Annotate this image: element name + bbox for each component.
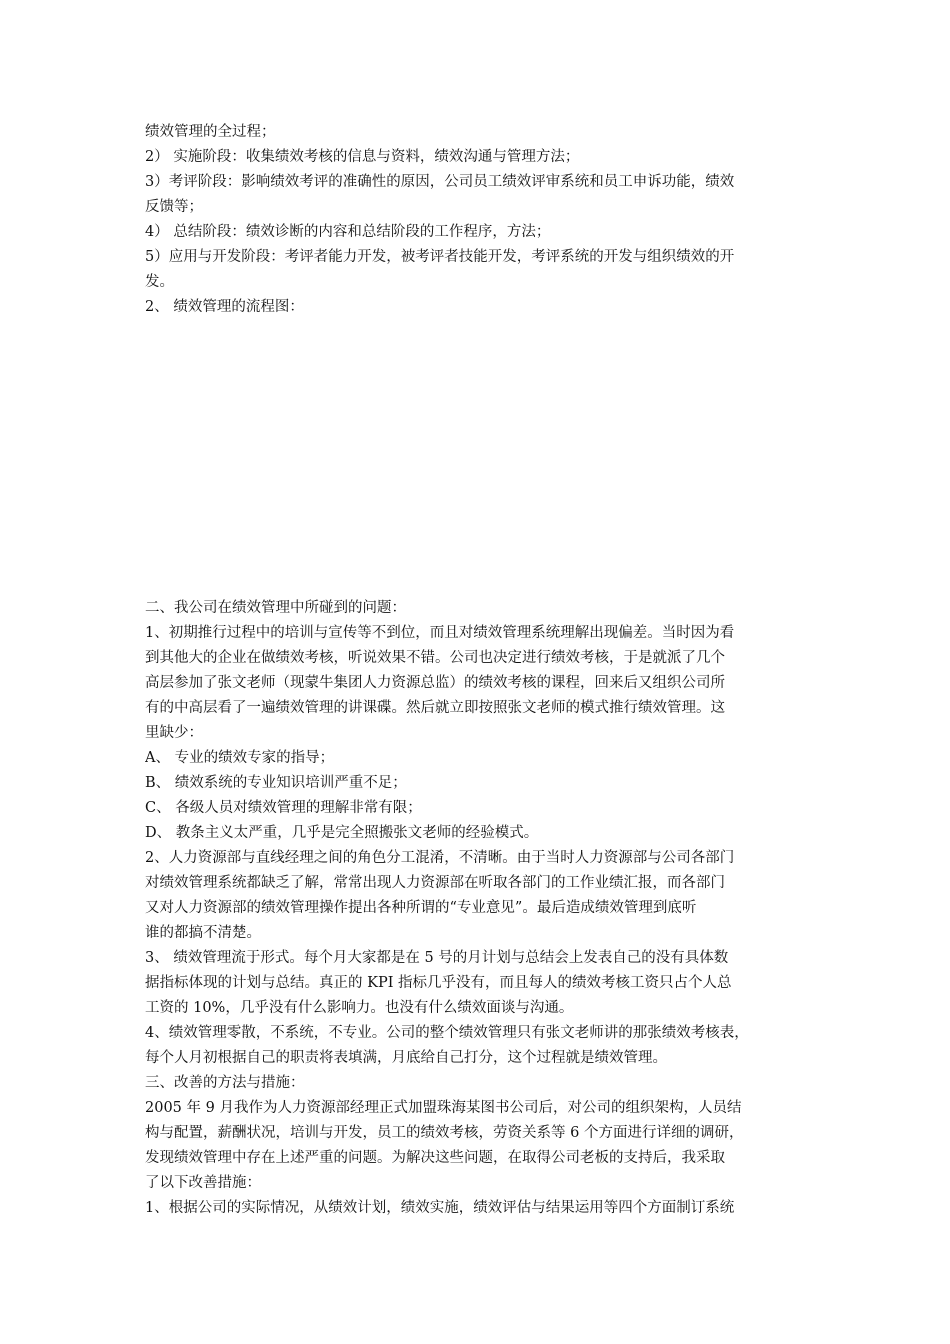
section-problems-and-measures bbox=[145, 596, 815, 1221]
text-line: 高层参加了张文老师（现蒙牛集团人力资源总监）的绩效考核的课程，回来后又组织公司所 bbox=[145, 675, 725, 691]
text-line: 2005 年 9 月我作为人力资源部经理正式加盟珠海某图书公司后，对公司的组织架构，人员结 bbox=[145, 1100, 742, 1116]
text-line: 4） 总结阶段：绩效诊断的内容和总结阶段的工作程序，方法； bbox=[145, 224, 551, 240]
text-line: 谁的都搞不清楚。 bbox=[145, 925, 261, 941]
section-heading: 二、我公司在绩效管理中所碰到的问题： bbox=[145, 600, 406, 616]
list-item: C、 各级人员对绩效管理的理解非常有限； bbox=[145, 800, 422, 816]
text-line: 了以下改善措施： bbox=[145, 1175, 261, 1191]
list-item: D、 教条主义太严重，几乎是完全照搬张文老师的经验模式。 bbox=[145, 825, 539, 841]
flowchart-heading: 2、 绩效管理的流程图： bbox=[145, 299, 304, 315]
text-line: 对绩效管理系统都缺乏了解，常常出现人力资源部在听取各部门的工作业绩汇报，而各部门 bbox=[145, 875, 725, 891]
text-line: 3）考评阶段：影响绩效考评的准确性的原因，公司员工绩效评审系统和员工申诉功能，绩效 bbox=[145, 174, 735, 190]
text-line: 发。 bbox=[145, 274, 174, 290]
text-line: 到其他大的企业在做绩效考核，听说效果不错。公司也决定进行绩效考核，于是就派了几个 bbox=[145, 650, 725, 666]
section-heading: 三、改善的方法与措施： bbox=[145, 1075, 305, 1091]
text-line: 2） 实施阶段：收集绩效考核的信息与资料，绩效沟通与管理方法； bbox=[145, 149, 580, 165]
text-line: 5）应用与开发阶段：考评者能力开发，被考评者技能开发，考评系统的开发与组织绩效的开 bbox=[145, 249, 735, 265]
text-line: 绩效管理的全过程； bbox=[145, 124, 276, 140]
text-line: 里缺少： bbox=[145, 725, 203, 741]
text-line: 发现绩效管理中存在上述严重的问题。为解决这些问题，在取得公司老板的支持后，我采取 bbox=[145, 1150, 725, 1166]
text-line: 1、初期推行过程中的培训与宣传等不到位，而且对绩效管理系统理解出现偏差。当时因为看 bbox=[145, 625, 735, 641]
text-line: 1、根据公司的实际情况，从绩效计划，绩效实施，绩效评估与结果运用等四个方面制订系统 bbox=[145, 1200, 735, 1216]
text-line: 3、 绩效管理流于形式。每个月大家都是在 5 号的月计划与总结会上发表自己的没有具体数 bbox=[145, 950, 729, 966]
text-line: 有的中高层看了一遍绩效管理的讲课碟。然后就立即按照张文老师的模式推行绩效管理。这 bbox=[145, 700, 725, 716]
flowchart-blank-area bbox=[145, 330, 815, 585]
list-item: A、 专业的绩效专家的指导； bbox=[145, 750, 335, 766]
text-line: 4、绩效管理零散，不系统，不专业。公司的整个绩效管理只有张文老师讲的那张绩效考核表， bbox=[145, 1025, 749, 1041]
text-line: 构与配置，薪酬状况，培训与开发，员工的绩效考核，劳资关系等 6 个方面进行详细的调研， bbox=[145, 1125, 744, 1141]
text-line: 反馈等； bbox=[145, 199, 203, 215]
text-line: 工资的 10%，几乎没有什么影响力。也没有什么绩效面谈与沟通。 bbox=[145, 1000, 574, 1016]
text-line: 2、人力资源部与直线经理之间的角色分工混淆，不清晰。由于当时人力资源部与公司各部门 bbox=[145, 850, 735, 866]
section-process-stages bbox=[145, 120, 815, 320]
text-line: 据指标体现的计划与总结。真正的 KPI 指标几乎没有，而且每人的绩效考核工资只占个人总 bbox=[145, 975, 732, 991]
list-item: B、 绩效系统的专业知识培训严重不足； bbox=[145, 775, 407, 791]
text-line: 又对人力资源部的绩效管理操作提出各种所谓的“专业意见”。最后造成绩效管理到底听 bbox=[145, 900, 697, 916]
text-line: 每个人月初根据自己的职责将表填满，月底给自己打分，这个过程就是绩效管理。 bbox=[145, 1050, 667, 1066]
